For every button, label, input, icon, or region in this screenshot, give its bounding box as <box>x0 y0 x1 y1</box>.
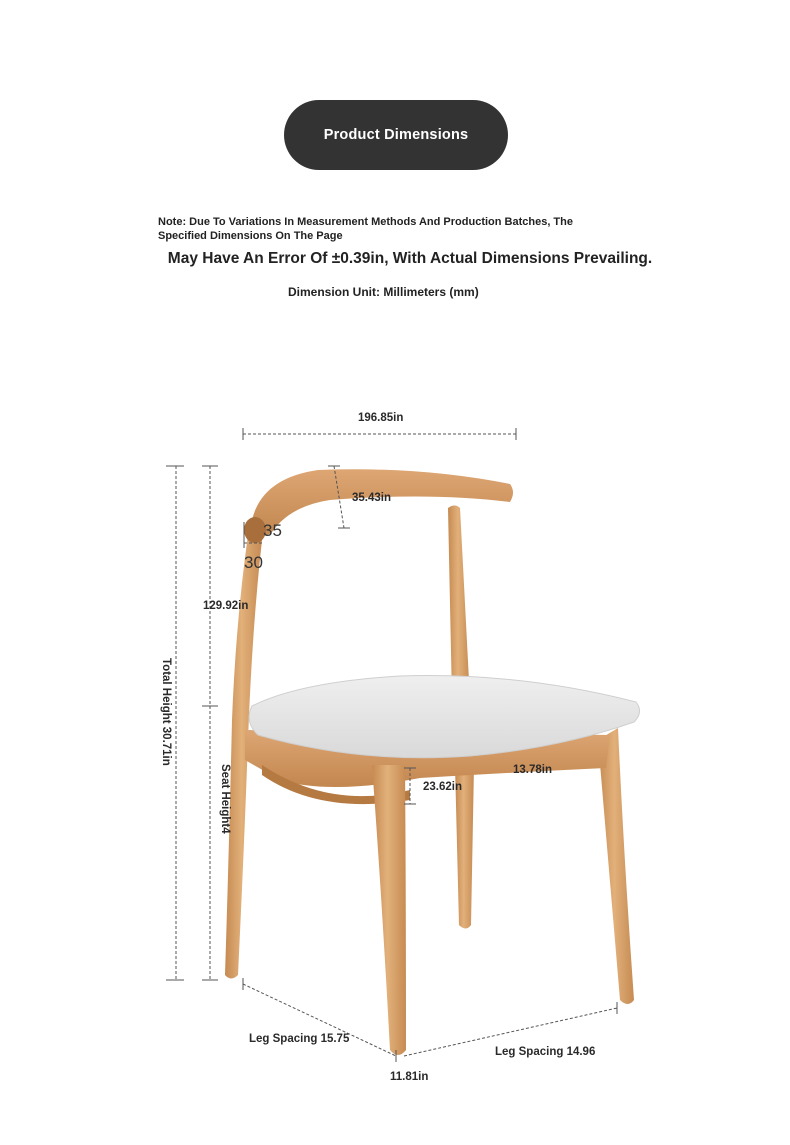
badge-title: Product Dimensions <box>323 127 469 143</box>
label-base: 11.81in <box>390 1071 429 1083</box>
error-line: May Have An Error Of ±0.39in, With Actual Dimensions Prevailing. <box>167 250 653 267</box>
label-backrest-depth: 35.43in <box>352 492 391 504</box>
label-seat-depth: 23.62in <box>423 781 462 793</box>
label-leg-spacing-right: Leg Spacing 14.96 <box>495 1046 596 1058</box>
label-total-height: Total Height 30.71in <box>160 658 172 766</box>
note-line-2: Specified Dimensions On The Page <box>158 229 343 242</box>
front-right-leg <box>598 728 634 1004</box>
label-leg-spacing-left: Leg Spacing 15.75 <box>249 1033 350 1045</box>
rear-right-post <box>448 506 470 701</box>
label-top-width: 196.85in <box>358 412 404 424</box>
front-left-leg <box>372 765 406 1055</box>
note-line-1: Note: Due To Variations In Measurement Methods And Production Batches, The <box>158 216 573 228</box>
dim-line-leg-left <box>243 984 396 1056</box>
label-post-upper: 35 <box>263 521 282 540</box>
label-backrest-height: 129.92in <box>203 600 249 612</box>
label-post-lower: 30 <box>244 553 263 572</box>
dimension-unit: Dimension Unit: Millimeters (mm) <box>288 285 479 299</box>
label-seat-width: 13.78in <box>513 764 552 776</box>
label-seat-height: Seat Height4 <box>219 764 231 834</box>
